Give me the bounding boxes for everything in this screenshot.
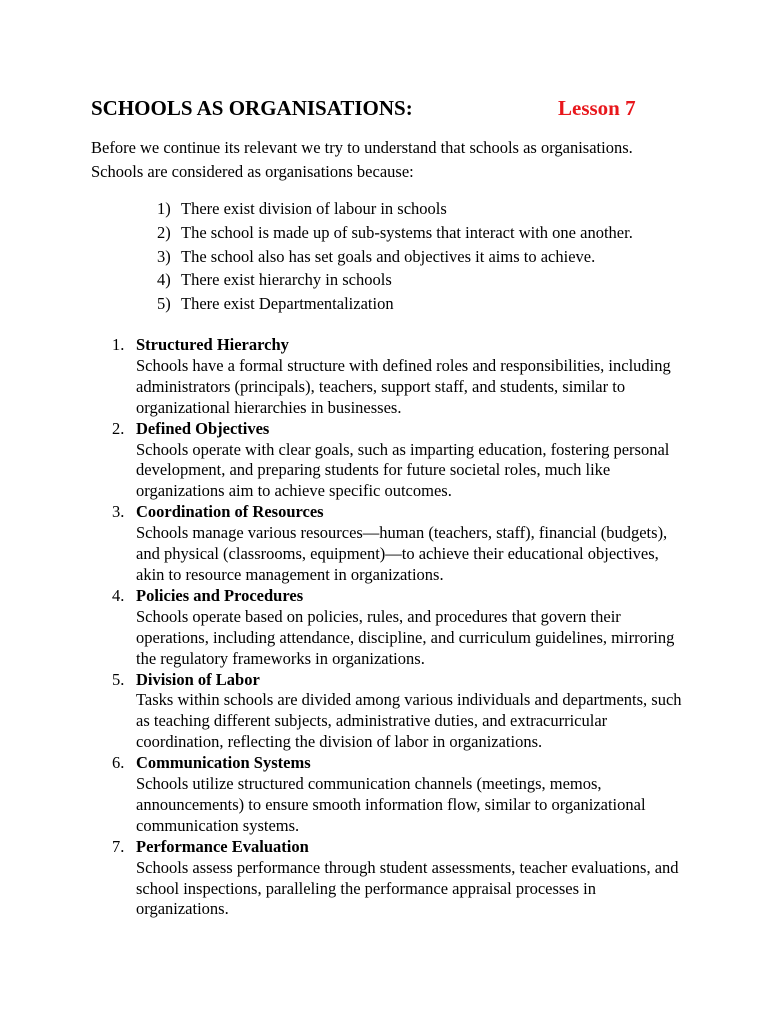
intro-line-2: Schools are considered as organisations because: [91,162,414,181]
title-row [91,93,691,123]
reason-text: There exist division of labour in schools [181,199,447,218]
point-item [91,670,691,754]
point-item [91,586,691,670]
point-number: 4. [112,585,125,605]
point-body: Schools operate based on policies, rules, and procedures that govern their operations, including attendance, discipline, and curriculum guidelines, mirroring the regulatory frameworks in organizations. [136,606,675,668]
reason-item [157,221,717,245]
point-number: 6. [112,753,125,773]
intro-paragraph [91,136,711,184]
point-body: Schools have a formal structure with defined roles and responsibilities, including administrators (principals), teachers, support staff, and students, similar to organizational hierarchies in businesses. [136,355,671,417]
reasons-list [157,197,717,316]
reason-number: 5) [157,294,171,314]
intro-line-1: Before we continue its relevant we try to understand that schools as organisations. [91,138,633,157]
reason-number: 4) [157,270,171,290]
reason-text: There exist Departmentalization [181,294,394,314]
point-item [91,837,691,921]
points-list [91,335,691,920]
point-heading: Policies and Procedures [136,585,304,605]
reason-number: 2) [157,222,171,242]
reason-item [157,268,717,292]
reason-number: 3) [157,246,171,266]
point-heading: Defined Objectives [136,418,270,438]
point-number: 2. [112,418,125,438]
point-body: Tasks within schools are divided among various individuals and departments, such as teaching different subjects, administrative duties, and extracurricular coordination, reflecting the division of labor in organizations. [136,690,682,752]
point-heading: Communication Systems [136,753,311,773]
point-item [91,335,691,419]
point-item [91,419,691,503]
point-body: Schools manage various resources—human (teachers, staff), financial (budgets), and physical (classrooms, equipment)—to achieve their educational objectives, akin to resource management in organizations. [136,523,668,584]
point-number: 1. [112,335,125,354]
reason-text: The school is made up of sub-systems that interact with one another. [181,222,633,242]
lesson-label: Lesson 7 [558,96,636,120]
reason-item [157,292,717,316]
reason-number: 1) [157,199,171,218]
reason-text: There exist hierarchy in schools [181,270,392,290]
reason-text: The school also has set goals and objectives it aims to achieve. [181,246,596,266]
point-heading: Coordination of Resources [136,502,324,522]
point-item [91,502,691,586]
point-body: Schools operate with clear goals, such as imparting education, fostering personal development, and preparing students for future societal roles, much like organizations aim to achieve specific outcomes. [136,439,670,501]
page-title: SCHOOLS AS ORGANISATIONS: [91,96,413,120]
point-number: 7. [112,836,125,856]
point-heading: Performance Evaluation [136,836,309,856]
point-heading: Division of Labor [136,669,260,689]
point-number: 5. [112,669,125,689]
reason-item [157,245,717,269]
point-body: Schools assess performance through student assessments, teacher evaluations, and school inspections, paralleling the performance appraisal processes in organizations. [136,857,679,919]
point-body: Schools utilize structured communication channels (meetings, memos, announcements) to ensure smooth information flow, similar to organizational communication systems. [136,774,646,835]
point-item [91,753,691,837]
point-number: 3. [112,502,125,522]
reason-item [157,197,717,221]
point-heading: Structured Hierarchy [136,335,289,354]
